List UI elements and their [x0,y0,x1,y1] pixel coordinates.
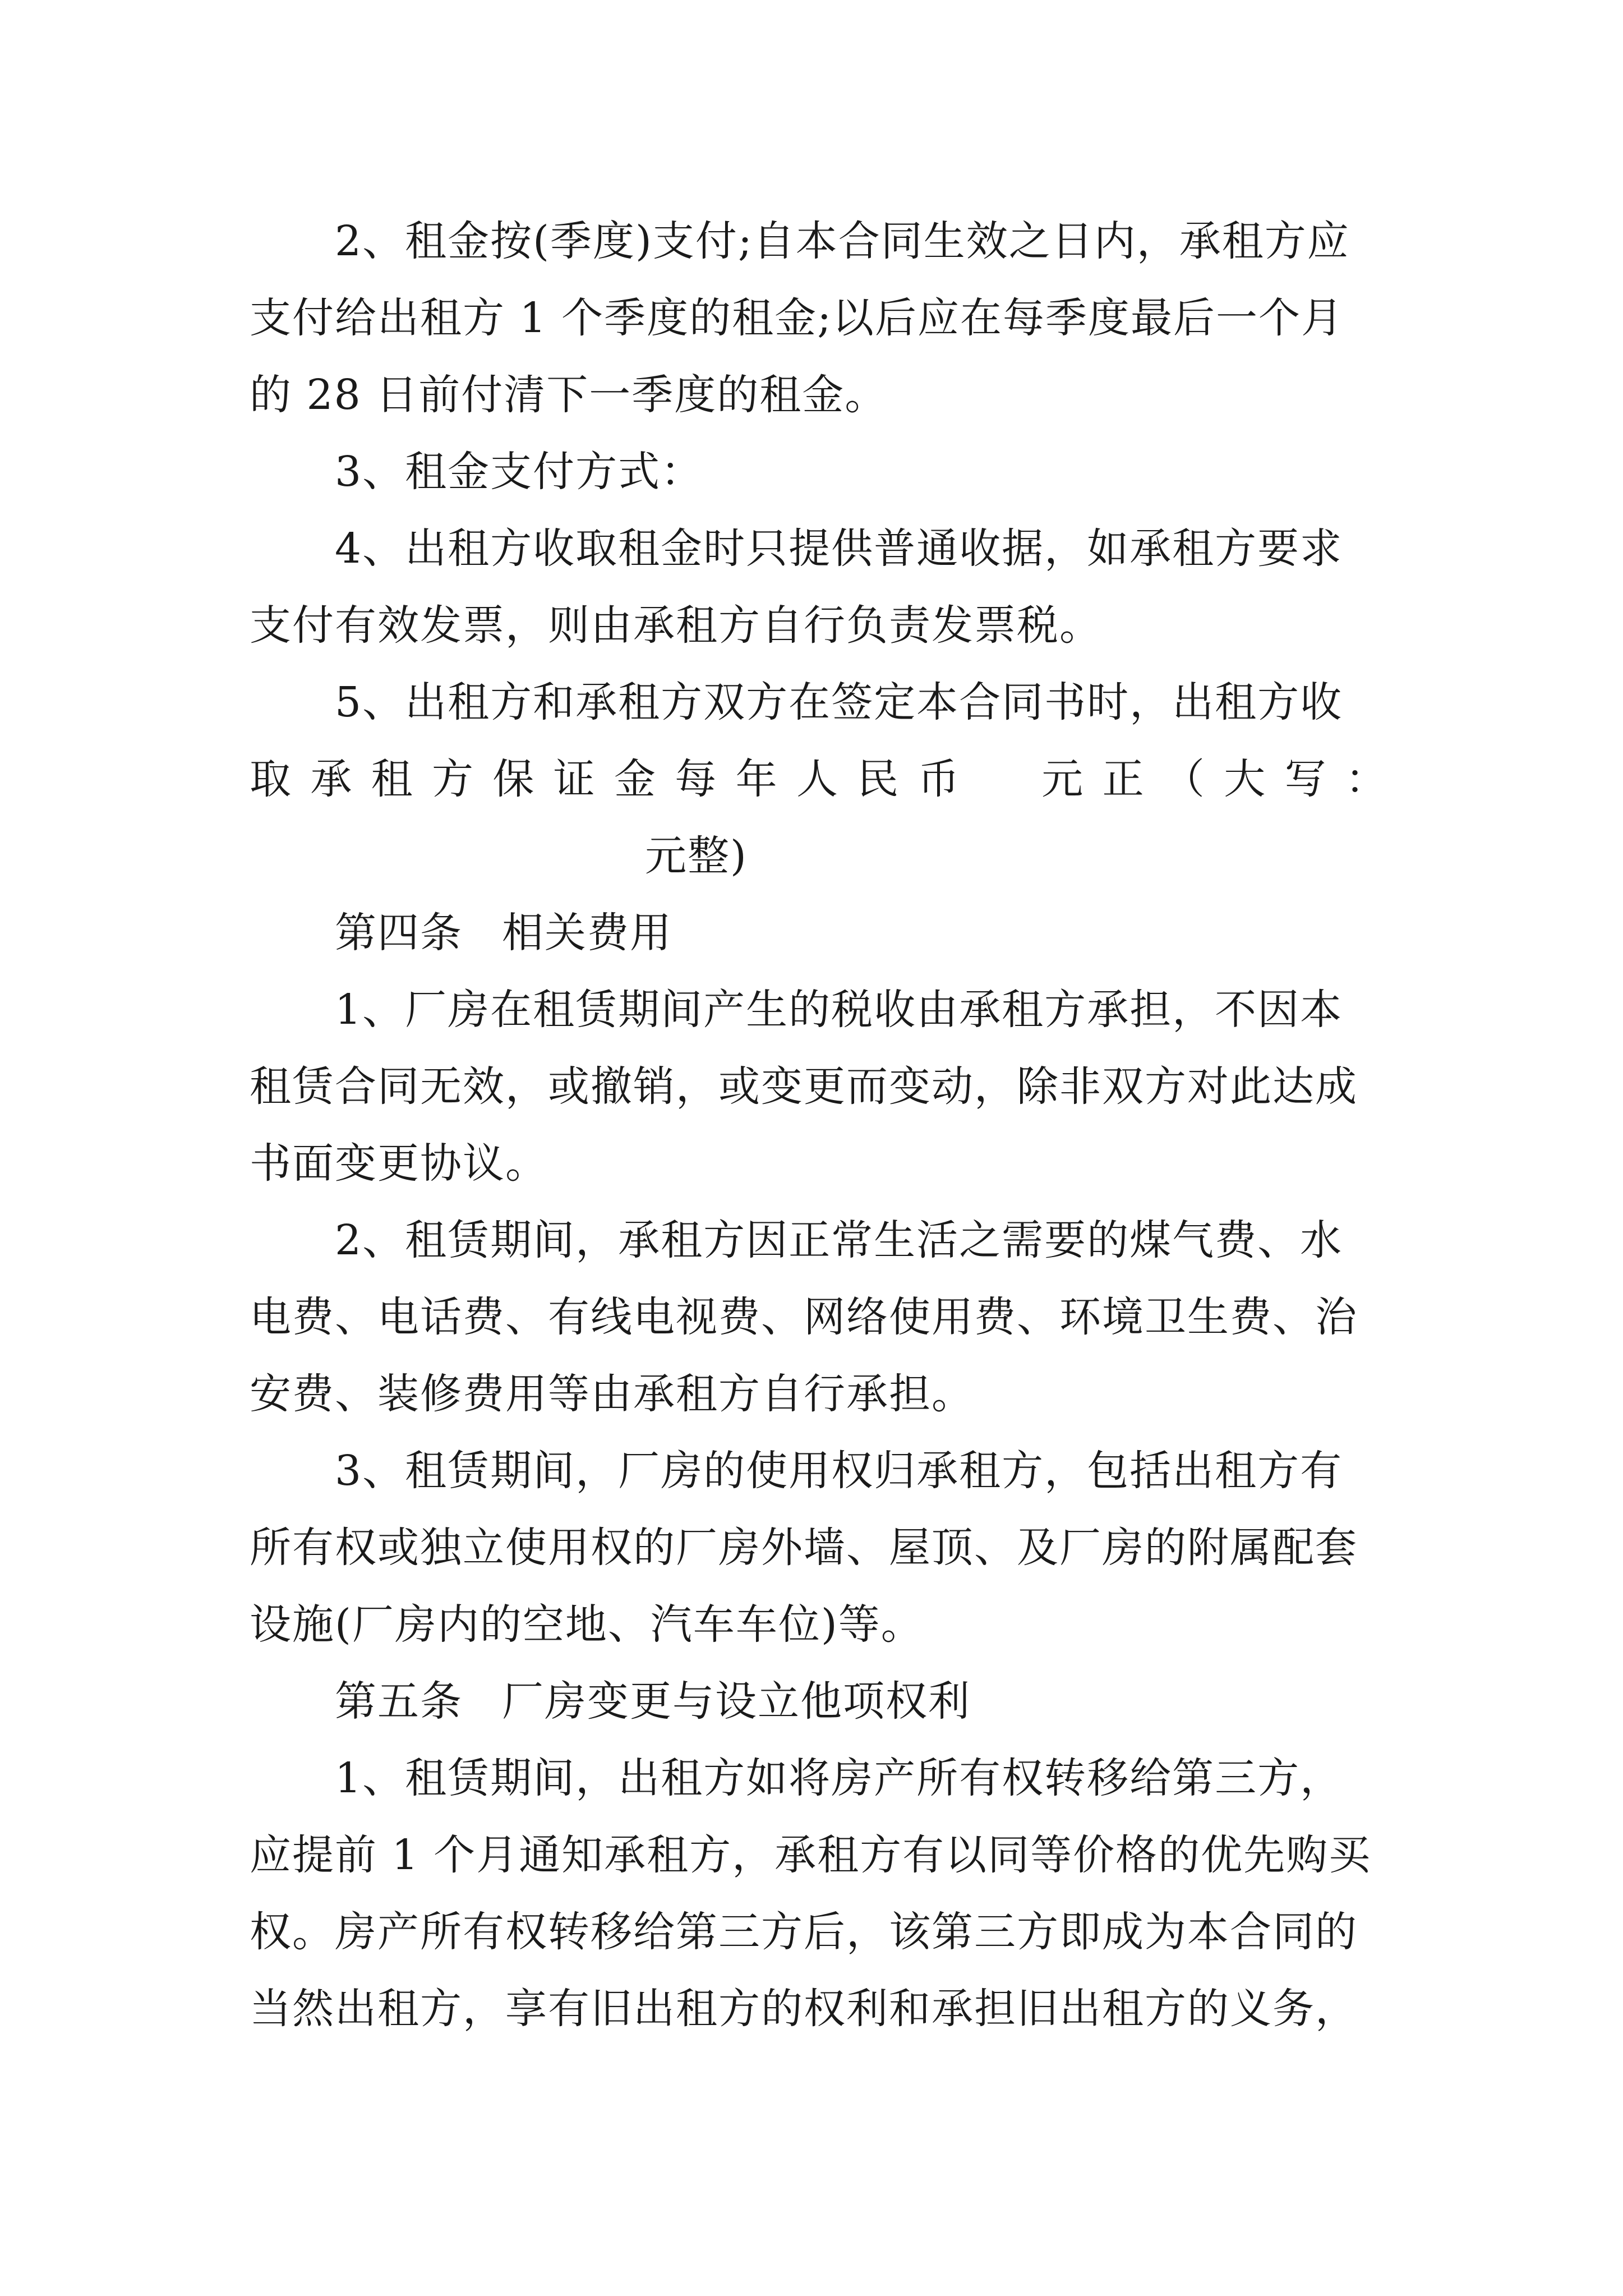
text-line: 1、厂房在租赁期间产生的税收由承租方承担，不因本 [335,986,1343,1034]
text-line: 1、租赁期间，出租方如将房产所有权转移给第三方， [335,1754,1343,1802]
text-line: 电费、电话费、有线电视费、网络使用费、环境卫生费、治 [250,1293,1358,1341]
char: 金 [614,755,657,803]
section-heading [250,1663,1388,1740]
justified-text-line [250,741,1388,818]
char: 保 [492,755,536,803]
char: 写 [1284,755,1327,803]
text-line: 4、出租方收取租金时只提供普通收据，如承租方要求 [335,524,1343,573]
section-title: 相关费用 [502,909,672,957]
text-line: 所有权或独立使用权的厂房外墙、屋顶、及厂房的附属配套 [250,1524,1358,1572]
text-line: 安费、装修费用等由承租方自行承担。 [250,1370,974,1418]
char: 大 [1224,755,1267,803]
text-line: 元整) [645,832,748,880]
text-line: 应提前 1 个月通知承租方，承租方有以同等价格的优先购买 [250,1831,1372,1879]
char: 证 [553,755,596,803]
section-title: 厂房变更与设立他项权利 [502,1677,971,1726]
char: 租 [371,755,414,803]
text-line: 权。房产所有权转移给第三方后，该第三方即成为本合同的 [250,1908,1358,1956]
char: 取 [250,755,292,803]
text-line: 支付有效发票，则由承租方自行负责发票税。 [250,601,1102,650]
text-line: 支付给出租方 1 个季度的租金;以后应在每季度最后一个月 [250,294,1344,342]
char: ： [1345,755,1388,803]
section-heading [250,895,1388,972]
section-number: 第四条 [335,909,463,957]
char: 正 [1102,755,1145,803]
blank-space [979,741,1023,818]
char: 元 [1041,755,1085,803]
char: （ [1163,755,1206,803]
text-line: 的 28 日前付清下一季度的租金。 [250,371,888,419]
text-line: 5、出租方和承租方双方在签定本合同书时，出租方收 [335,678,1343,726]
char: 民 [857,755,900,803]
text-line: 2、租金按(季度)支付;自本合同生效之日内，承租方应 [335,217,1350,265]
text-line: 3、租金支付方式： [335,448,704,496]
document-page [250,203,1388,2047]
text-line: 3、租赁期间，厂房的使用权归承租方，包括出租方有 [335,1447,1343,1495]
text-line: 书面变更协议。 [250,1139,548,1188]
text-line: 设施(厂房内的空地、汽车车位)等。 [250,1600,924,1649]
char: 币 [917,755,961,803]
text-line: 2、租赁期间，承租方因正常生活之需要的煤气费、水 [335,1216,1343,1264]
char: 承 [310,755,353,803]
char: 每 [675,755,718,803]
char: 人 [796,755,839,803]
text-line: 租赁合同无效，或撤销，或变更而变动，除非双方对此达成 [250,1062,1358,1111]
section-number: 第五条 [335,1677,463,1726]
text-line: 当然出租方，享有旧出租方的权利和承担旧出租方的义务， [250,1985,1358,2033]
char: 年 [735,755,778,803]
char: 方 [431,755,474,803]
